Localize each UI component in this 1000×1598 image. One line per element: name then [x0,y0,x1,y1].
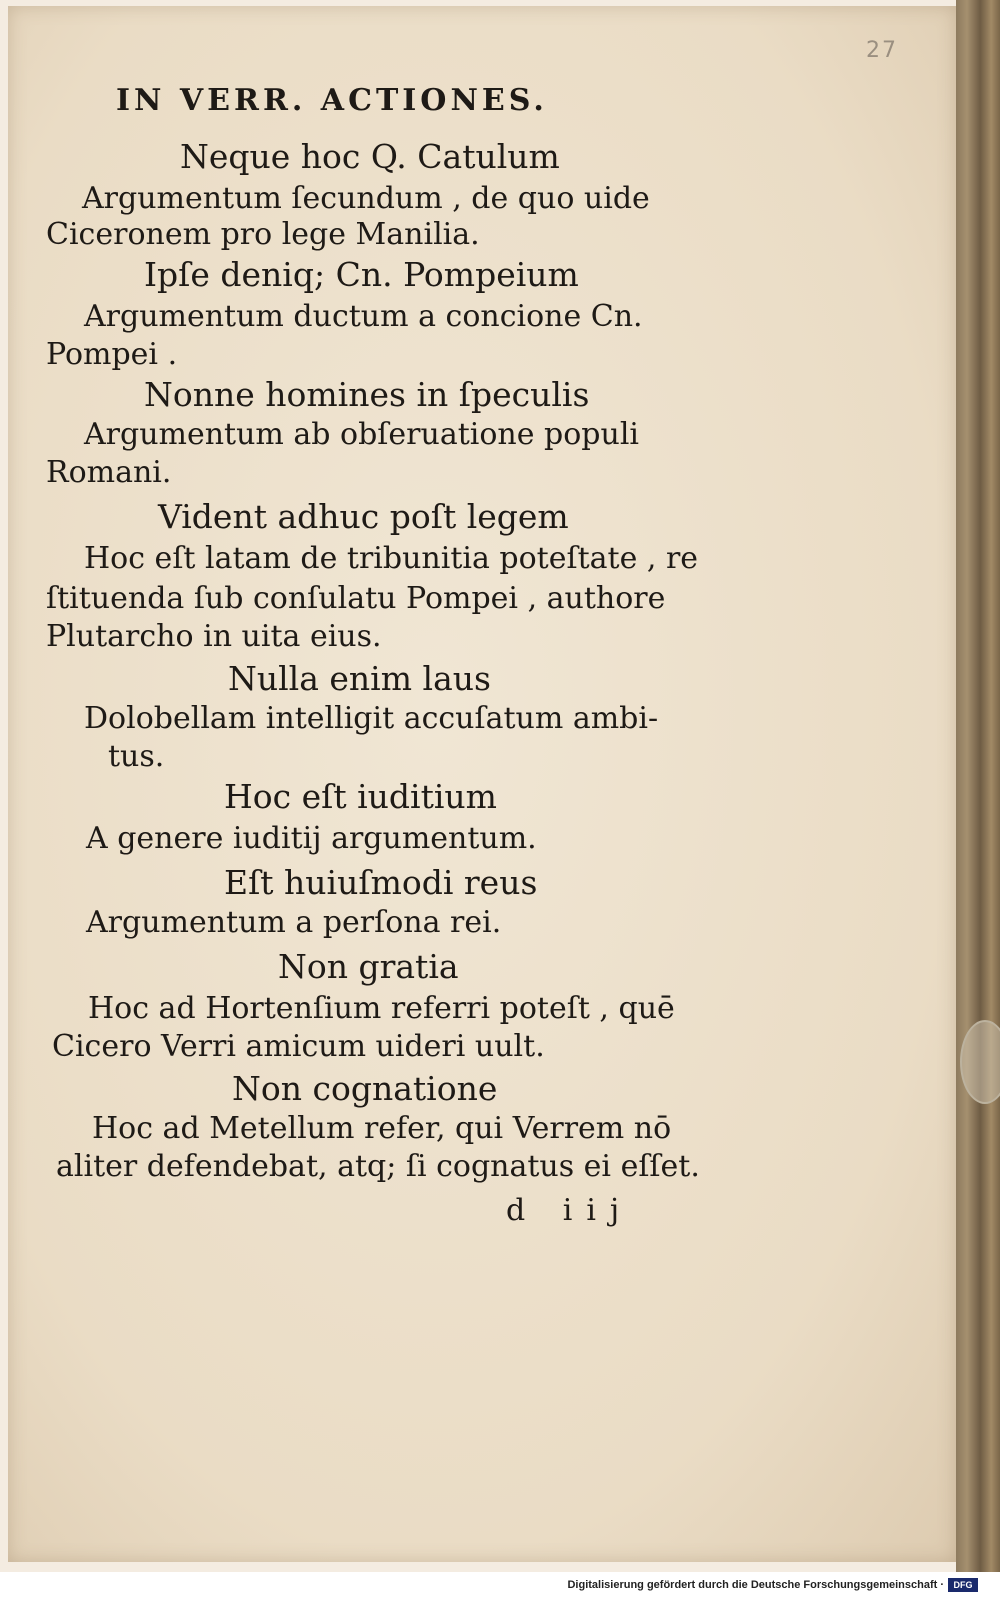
commentary-line: Argumentum a perſona rei. [86,905,502,940]
lemma: Vident adhuc poſt legem [158,497,569,536]
commentary-line: Plutarcho in uita eius. [46,619,382,654]
lemma: Non cognatione [232,1069,498,1108]
lemma: Hoc eſt iuditium [224,777,497,816]
folio-number: 27 [866,38,898,63]
commentary-line: Cicero Verri amicum uideri uult. [52,1029,545,1064]
commentary-line: Pompei . [46,337,178,372]
commentary-line: tus. [108,739,165,774]
book-edge [956,0,1000,1572]
commentary-line: Argumentum ab obſeruatione populi [84,417,640,452]
commentary-line: ſtituenda ſub conſulatu Pompei , authore [46,581,666,616]
dfg-logo: DFG [948,1578,978,1592]
lemma: Nulla enim laus [228,659,491,698]
commentary-line: Dolobellam intelligit accuſatum ambi- [84,701,659,736]
commentary-line: Hoc eſt latam de tribunitia poteſtate , re [84,541,699,576]
commentary-line: aliter defendebat, atq; ſi cognatus ei eſſet. [56,1149,700,1184]
lemma: Non gratia [278,947,459,986]
commentary-line: Ciceronem pro lege Manilia. [46,217,480,252]
funding-credit: Digitalisierung gefördert durch die Deutsche Forschungsgemeinschaft · [567,1579,944,1591]
lemma: Nonne homines in ſpeculis [144,375,590,414]
commentary-line: Argumentum ſecundum , de quo uide [82,181,650,216]
lemma: Neque hoc Q. Catulum [180,137,560,176]
digitization-footer [0,1572,1000,1598]
running-head: IN VERR. ACTIONES. [116,83,548,118]
signature-mark: d iij [506,1193,634,1228]
commentary-line: A genere iuditij argumentum. [86,821,537,856]
commentary-line: Hoc ad Hortenſium referri poteſt , quē [88,991,675,1026]
commentary-line: Hoc ad Metellum refer, qui Verrem nō [92,1111,672,1146]
lemma: Ipſe deniq; Cn. Pompeium [144,255,579,294]
commentary-line: Romani. [46,455,172,490]
commentary-line: Argumentum ductum a concione Cn. [84,299,643,334]
lemma: Eſt huiuſmodi reus [224,863,538,902]
